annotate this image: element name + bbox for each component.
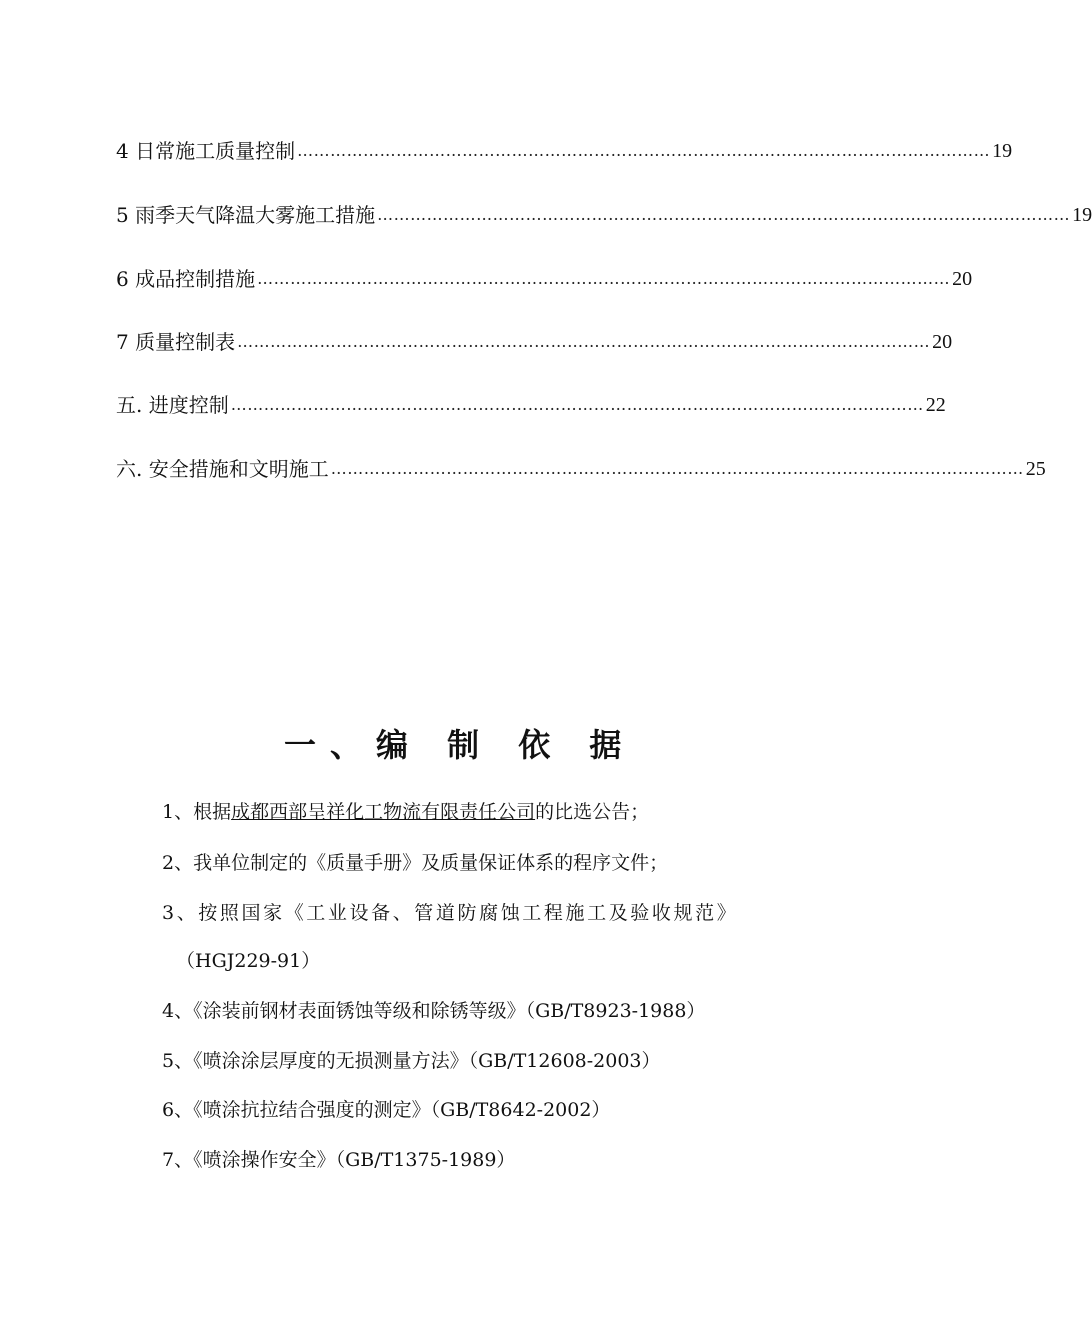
section-heading: 一、编 制 依 据 xyxy=(284,726,636,764)
toc-entry[interactable] xyxy=(116,132,1013,164)
basis-item: 4、《涂装前钢材表面锈蚀等级和除锈等级》（GB/T8923-1988） xyxy=(162,1000,706,1022)
toc-page-number: 19 xyxy=(992,140,1013,162)
toc-entry-title: 五. 进度控制 xyxy=(116,393,229,417)
toc-leader-dots: ……………………………………………………………………………………………………………… xyxy=(257,269,951,288)
company-name-link[interactable]: 成都西部呈祥化工物流有限责任公司 xyxy=(231,801,536,823)
basis-item: 5、《喷涂涂层厚度的无损测量方法》（GB/T12608-2003） xyxy=(162,1050,661,1072)
toc-leader-dots: ……………………………………………………………………………………………………………… xyxy=(237,332,931,351)
toc-entry-title: 7 质量控制表 xyxy=(116,330,236,354)
toc-entry[interactable] xyxy=(116,386,946,418)
toc-entry-title: 6 成品控制措施 xyxy=(116,267,256,291)
toc-leader-dots: ……………………………………………………………………………………………………………… xyxy=(230,395,924,414)
basis-item-continuation: （HGJ229-91） xyxy=(176,950,321,972)
toc-page-number: 22 xyxy=(925,394,946,416)
toc-entry[interactable] xyxy=(116,196,1092,228)
toc-page-number: 20 xyxy=(932,331,953,353)
toc-leader-dots: ……………………………………………………………………………………………………………… xyxy=(377,205,1071,224)
toc-leader-dots: ……………………………………………………………………………………………………………… xyxy=(330,459,1024,478)
basis-item: 3、按照国家《工业设备、管道防腐蚀工程施工及验收规范》 xyxy=(162,902,739,924)
toc-page-number: 19 xyxy=(1072,204,1092,226)
basis-item-suffix: 的比选公告； xyxy=(535,801,650,823)
toc-entry[interactable] xyxy=(116,260,973,292)
basis-item: 2、我单位制定的《质量手册》及质量保证体系的程序文件； xyxy=(162,852,669,874)
basis-item xyxy=(162,799,649,825)
toc-entry-title: 5 雨季天气降温大雾施工措施 xyxy=(116,203,376,227)
toc-entry[interactable] xyxy=(116,323,953,355)
toc-page-number: 25 xyxy=(1025,458,1046,480)
toc-entry[interactable] xyxy=(116,450,1046,482)
toc-page-number: 20 xyxy=(952,268,973,290)
toc-entry-title: 六. 安全措施和文明施工 xyxy=(116,457,329,481)
toc-entry-title: 4 日常施工质量控制 xyxy=(116,139,296,163)
toc-leader-dots: ……………………………………………………………………………………………………………… xyxy=(297,141,991,160)
basis-item-prefix: 1、根据 xyxy=(162,801,232,823)
basis-item: 7、《喷涂操作安全》（GB/T1375-1989） xyxy=(162,1149,516,1171)
basis-item: 6、《喷涂抗拉结合强度的测定》（GB/T8642-2002） xyxy=(162,1099,611,1121)
